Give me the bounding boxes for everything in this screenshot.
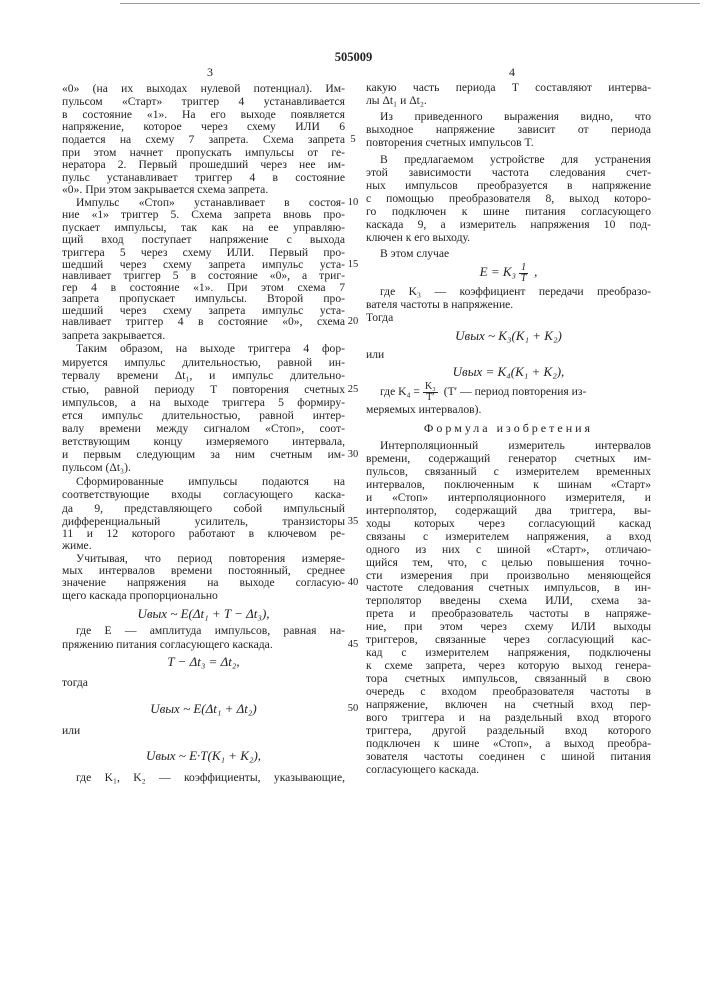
text-line xyxy=(366,348,651,362)
line-text: щий вход поступает напряжение с выхода xyxy=(62,233,345,246)
line-text: напряжение, которое через схему ИЛИ 6 xyxy=(62,120,345,133)
line-text: подается на схему 7 запрета. Схема запрета xyxy=(62,133,345,146)
line-text: E = K₃ xyxy=(480,264,516,279)
text-line xyxy=(62,638,345,652)
line-text: запрета закрывается. xyxy=(62,329,165,342)
line-text: где E — амплитуда импульсов, равная на- xyxy=(76,624,345,637)
text-line xyxy=(366,607,651,621)
text-line xyxy=(366,285,651,299)
line-text: пульсом «Старт» триггер 4 устанавливается xyxy=(62,95,345,108)
line-text: кад с измерителем напряжения, подключены xyxy=(366,646,651,659)
line-text: ние, при этом через схему ИЛИ выходы xyxy=(366,620,651,633)
text-line xyxy=(366,311,651,325)
line-text: тервалу времени Δt₁, и импульс длительно- xyxy=(62,369,345,382)
line-text: триггера 5 через схему ИЛИ. Первый про- xyxy=(62,246,345,259)
line-text: тора счетных импульсов, связанный в свою xyxy=(366,672,651,685)
line-text: прета и преобразователь частоты в напряже- xyxy=(366,607,651,620)
text-line xyxy=(366,737,651,751)
line-text: 11 и 12 которого работают в ключевом ре- xyxy=(62,527,345,540)
line-text: стью, равной периоду T повторения счетных xyxy=(62,383,345,396)
line-text: или xyxy=(366,348,384,361)
line-text: терполятор введены схема ИЛИ, схема за- xyxy=(366,594,651,607)
line-text: ходы которых через согласующий каскад xyxy=(366,517,651,530)
text-line xyxy=(366,711,651,725)
line-text: в состояние «1». На его выходе появляется xyxy=(62,108,345,121)
line-text: ных импульсов преобразуется в напряжение xyxy=(366,179,651,192)
line-text: щего каскада пропорционально xyxy=(62,589,218,602)
line-text: Uвых ~ E·T(K₁ + K₂), xyxy=(146,748,261,763)
text-line xyxy=(366,205,651,219)
text-line xyxy=(62,409,345,423)
line-text: импульсов, а на выходе триггера 5 формиру- xyxy=(62,396,345,409)
line-number: 20 xyxy=(344,316,362,328)
line-text: ветствующим концу измеряемого интервала, xyxy=(62,435,345,448)
line-text: «0». При этом закрывается схема запрета. xyxy=(62,183,268,196)
line-text: интервалов, поключенным к шинам «Старт» xyxy=(366,478,651,491)
text-line xyxy=(62,502,345,516)
text-line xyxy=(366,620,651,634)
line-text: Таким образом, на выходе триггера 4 фор- xyxy=(76,342,345,355)
text-line xyxy=(366,581,651,595)
line-text: Интерполяционный измеритель интервалов xyxy=(380,439,651,452)
text-line xyxy=(366,478,651,492)
formula xyxy=(62,702,345,716)
formula xyxy=(62,655,345,669)
text-line xyxy=(366,166,651,180)
scan-top-rule xyxy=(120,3,700,4)
patent-number: 505009 xyxy=(0,50,707,65)
line-text: где K₃ — коэффициент передачи преобразо- xyxy=(380,285,651,298)
text-line xyxy=(366,123,651,137)
line-text: частоте следования счетных импульсов, в ин- xyxy=(366,581,651,594)
line-text: пряжению питания согласующего каскада. xyxy=(62,638,273,651)
text-line xyxy=(62,342,345,356)
formula xyxy=(366,329,651,343)
line-text: пульс устанавливает триггер 4 в состояние xyxy=(62,171,345,184)
line-text: Uвых ~ E(Δt₁ + T − Δt₃), xyxy=(137,606,269,621)
line-text: выходное напряжение зависит от периода xyxy=(366,123,651,136)
formula-tail: , xyxy=(534,264,537,279)
fraction xyxy=(423,382,438,403)
text-line xyxy=(62,488,345,502)
formula-tail: (T′ — период повторения из- xyxy=(444,385,587,398)
text-line xyxy=(366,179,651,193)
line-text: щийся тем, что, с целью повышения точно- xyxy=(366,556,651,569)
denominator: T′ xyxy=(423,393,438,403)
line-text: триггера, другой раздельный вход которого xyxy=(366,724,651,737)
line-text: Учитывая, что период повторения измеряе- xyxy=(76,552,345,565)
text-line xyxy=(366,724,651,738)
text-line xyxy=(366,231,651,245)
line-text: сти измерения при произвольно меняющейся xyxy=(366,569,651,582)
line-text: лы Δt₁ и Δt₂. xyxy=(366,94,427,107)
text-line xyxy=(62,461,345,475)
text-line xyxy=(366,530,651,544)
line-text: Сформированные импульсы подаются на xyxy=(76,475,345,488)
line-text: соответствующие входы согласующего каска- xyxy=(62,488,345,501)
text-line xyxy=(366,136,651,150)
text-line xyxy=(62,475,345,489)
line-text: ется импульс длительностью, равной интер- xyxy=(62,409,345,422)
text-line xyxy=(366,491,651,505)
line-text: навливает триггер 4 в состояние «0», схема xyxy=(62,315,345,328)
line-number: 5 xyxy=(344,134,362,146)
text-line xyxy=(366,698,651,712)
line-text: Uвых ~ E(Δt₁ + Δt₂) xyxy=(150,701,257,716)
line-text: очередь с входом преобразователя частоты в xyxy=(366,685,651,698)
line-number: 15 xyxy=(344,259,362,271)
text-line xyxy=(366,94,651,108)
line-text: значение напряжения на выходе согласую- xyxy=(62,576,345,589)
text-line xyxy=(366,110,651,124)
text-line xyxy=(62,624,345,638)
line-text: повторения счетных импульсов T. xyxy=(366,136,534,149)
line-text: триггеров, связанные через согласующий кас- xyxy=(366,633,651,646)
section-heading xyxy=(366,421,651,435)
column-number-left: 3 xyxy=(200,65,220,80)
line-text: жиме. xyxy=(62,539,92,552)
line-text: каскада 9, а измеритель напряжения 10 под- xyxy=(366,218,651,231)
line-text: где K₄ = xyxy=(380,385,420,398)
line-text: вателя частоты в напряжение. xyxy=(366,298,513,311)
text-line xyxy=(366,452,651,466)
line-text: Импульс «Стоп» устанавливает в состоя- xyxy=(76,196,345,209)
text-line xyxy=(366,659,651,673)
line-text: го подключен к шине питания согласующего xyxy=(366,205,651,218)
text-line xyxy=(366,504,651,518)
line-text: Uвых = K₄(K₁ + K₂), xyxy=(453,364,565,379)
text-line xyxy=(366,672,651,686)
line-text: где K₁, K₂ — коэффициенты, указывающие, xyxy=(76,771,345,784)
line-text: мых интервалов времени постоянный, среднее xyxy=(62,564,345,577)
text-line xyxy=(366,192,651,206)
line-text: и первым следующим за ним счетным им- xyxy=(62,448,345,461)
line-text: Тогда xyxy=(366,311,393,324)
formula xyxy=(366,258,651,286)
line-text: «0» (на их выходах нулевой потенциал). Им- xyxy=(62,82,345,95)
line-number: 30 xyxy=(344,449,362,461)
line-text: Из приведенного выражения видно, что xyxy=(380,110,651,123)
formula xyxy=(62,749,345,763)
line-text: вого триггера и на раздельный вход второго xyxy=(366,711,651,724)
text-line xyxy=(366,543,651,557)
line-text: шедший через схему запрета импульс уста- xyxy=(62,258,345,271)
line-text: запрета пропускает импульсы. Второй про- xyxy=(62,292,345,305)
line-text: этой зависимости частота следования счет- xyxy=(366,166,651,179)
text-line xyxy=(62,576,345,590)
line-text: ние «1» триггер 5. Схема запрета вновь про- xyxy=(62,208,345,221)
line-text: Формула изобретения xyxy=(424,421,593,435)
text-line xyxy=(62,435,345,449)
text-line xyxy=(366,569,651,583)
line-text: одного из них с шиной «Старт», отличаю- xyxy=(366,543,651,556)
text-line xyxy=(366,685,651,699)
formula xyxy=(366,365,651,379)
line-text: валу времени между сигналом «Стоп», соот- xyxy=(62,422,345,435)
text-line xyxy=(62,724,345,738)
line-number: 40 xyxy=(344,577,362,589)
line-number: 35 xyxy=(344,516,362,528)
line-text: и «Стоп» интерполяционного измерителя, и xyxy=(366,491,651,504)
text-line xyxy=(366,379,651,405)
line-text: пульсов, связанный с измерителем временных xyxy=(366,465,651,478)
text-line xyxy=(366,218,651,232)
line-text: напряжение, включен на счетный вход пер- xyxy=(366,698,651,711)
text-line xyxy=(62,315,345,329)
line-number: 45 xyxy=(344,639,362,651)
numerator: 1 xyxy=(519,263,528,274)
line-text: пульсом (Δt₃). xyxy=(62,461,131,474)
text-line xyxy=(62,396,345,410)
text-line xyxy=(62,369,345,383)
text-line xyxy=(366,646,651,660)
text-line xyxy=(366,633,651,647)
line-text: дифференциальный усилитель, транзисторы xyxy=(62,515,345,528)
text-line xyxy=(62,356,345,370)
line-text: к схеме запрета, через которую выход генера- xyxy=(366,659,651,672)
text-line xyxy=(366,465,651,479)
line-number: 10 xyxy=(344,197,362,209)
line-text: нератора 2. Первый прошедший через нее им- xyxy=(62,158,345,171)
text-line xyxy=(62,589,345,603)
text-line xyxy=(366,403,651,417)
fraction xyxy=(519,263,528,284)
line-text: тогда xyxy=(62,676,88,689)
numerator: K₃ xyxy=(423,382,438,393)
text-line xyxy=(366,153,651,167)
line-text: связаны с измерителем напряжения, а вход xyxy=(366,530,651,543)
line-text: Uвых ~ K₃(K₁ + K₂) xyxy=(455,328,562,343)
line-number: 25 xyxy=(344,384,362,396)
text-line xyxy=(366,439,651,453)
text-line xyxy=(62,329,345,343)
text-line xyxy=(62,676,345,690)
line-text: или xyxy=(62,724,80,737)
text-line xyxy=(62,771,345,785)
line-text: T − Δt₃ = Δt₂, xyxy=(167,654,239,669)
line-text: В этом случае xyxy=(380,247,449,260)
line-text: интерполятор, содержащий два триггера, вы- xyxy=(366,504,651,517)
text-line xyxy=(366,750,651,764)
line-text: В предлагаемом устройстве для устранения xyxy=(380,153,651,166)
line-text: пускает импульсы, так как на ее управляю- xyxy=(62,221,345,234)
line-text: времени, содержащий генератор счетных им- xyxy=(366,452,651,465)
column-number-right: 4 xyxy=(502,65,522,80)
line-text: согласующего каскада. xyxy=(366,763,479,776)
line-text: да 9, представляющего собой импульсный xyxy=(62,502,345,515)
denominator: T xyxy=(519,274,528,284)
line-text: при этом начнет пропускать импульсы от ге- xyxy=(62,146,345,159)
text-line xyxy=(366,517,651,531)
text-line xyxy=(366,81,651,95)
line-text: мируется импульс длительностью, равной ин- xyxy=(62,356,345,369)
text-line xyxy=(366,763,651,777)
text-line xyxy=(366,556,651,570)
text-line xyxy=(62,422,345,436)
text-line xyxy=(62,383,345,397)
formula xyxy=(62,607,345,621)
text-line xyxy=(62,448,345,462)
line-text: ключен к его выходу. xyxy=(366,231,470,244)
line-text: зователя частоты соединен с шиной питания xyxy=(366,750,651,763)
line-text: с помощью преобразователя 8, выход которо- xyxy=(366,192,651,205)
line-text: какую часть периода T составляют интерва- xyxy=(366,81,651,94)
text-line xyxy=(366,594,651,608)
line-number: 50 xyxy=(344,703,362,715)
text-line xyxy=(366,298,651,312)
line-text: подключен к шине «Стоп», а выход преобра- xyxy=(366,737,651,750)
line-text: гер 4 в состояние «1». При этом схема 7 xyxy=(62,281,345,294)
line-text: меряемых интервалов). xyxy=(366,403,481,416)
line-text: шедший через схему запрета импульс уста- xyxy=(62,304,345,317)
line-text: навливает триггер 5 в состояние «0», а триг- xyxy=(62,269,345,282)
